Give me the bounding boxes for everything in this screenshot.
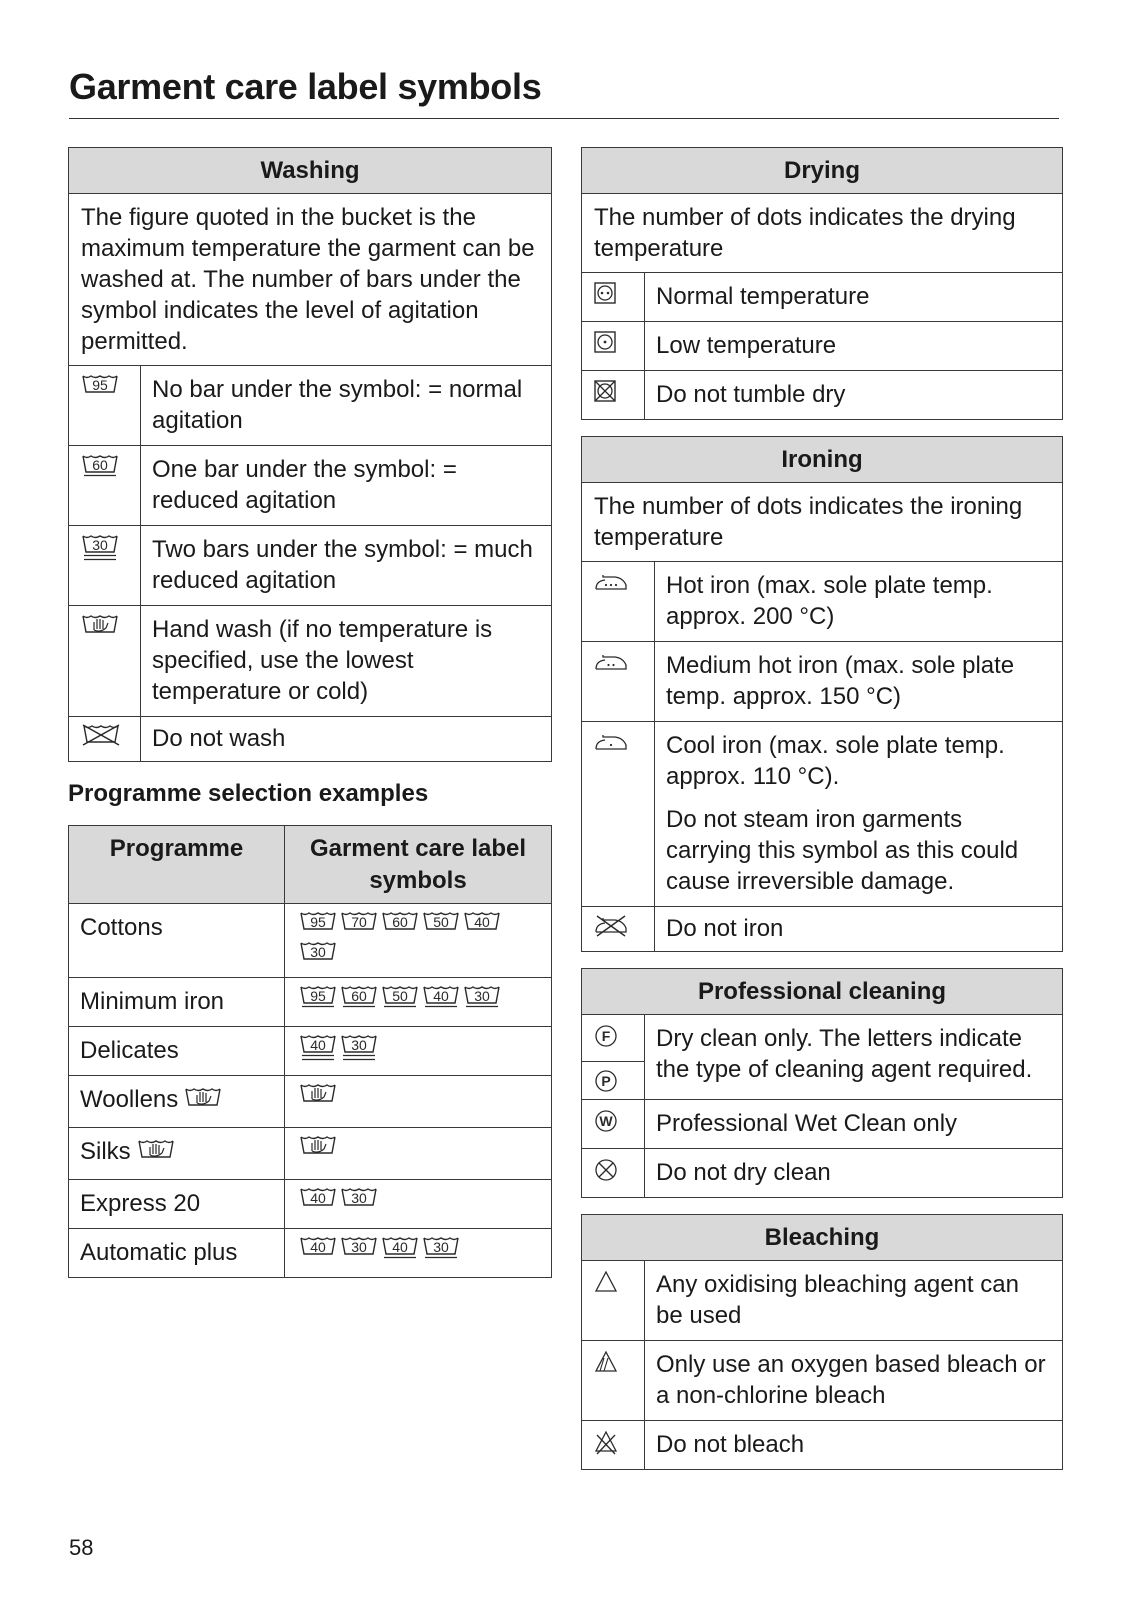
programme-name-cell [69, 1180, 285, 1229]
table-row [582, 562, 1063, 642]
programme-name-cell [69, 1229, 285, 1278]
table-row [69, 717, 552, 762]
iron-cool-icon [593, 732, 629, 759]
programme-symbols-cell [285, 978, 552, 1027]
hand-wash-icon [299, 1135, 337, 1165]
table-row [582, 907, 1063, 952]
ironing-row-text: Hot iron (max. sole plate temp. approx. 200 °C) [666, 572, 993, 630]
table-row [69, 904, 552, 978]
washing-row-text: Two bars under the symbol: = much reduced agitation [141, 526, 552, 606]
programme-name: Cottons [80, 914, 163, 941]
professional-cleaning-table [581, 968, 1063, 1198]
ironing-row-text: Medium hot iron (max. sole plate temp. approx. 150 °C) [666, 652, 1015, 710]
table-row [69, 446, 552, 526]
table-row [582, 1015, 1063, 1100]
professional-row-text: Professional Wet Clean only [645, 1100, 1063, 1149]
wash-50-icon: 50 [422, 911, 460, 941]
table-row [582, 1261, 1063, 1341]
wash-40-icon: 40 [422, 985, 460, 1015]
washing-row-text: One bar under the symbol: = reduced agitation [141, 446, 552, 526]
table-row [69, 978, 552, 1027]
ironing-row-text: Do not iron [666, 915, 784, 942]
table-row [582, 1149, 1063, 1198]
any-bleach-icon [593, 1271, 619, 1298]
drying-row-text: Normal temperature [645, 273, 1063, 322]
table-row [69, 1180, 552, 1229]
wash-60-one-bar-icon: 60 [81, 456, 119, 483]
washing-header: Washing [69, 148, 552, 194]
symbols-column-header: Garment care label symbols [285, 826, 552, 904]
programme-symbols-cell [285, 904, 552, 978]
hand-wash-icon [81, 616, 119, 643]
table-row [69, 526, 552, 606]
page-number: 58 [69, 1535, 94, 1560]
programme-name-cell [69, 1027, 285, 1076]
wet-clean-w-icon: W [593, 1110, 619, 1137]
bleaching-table [581, 1214, 1063, 1470]
table-row [69, 366, 552, 446]
wash-30-icon: 30 [340, 1034, 378, 1064]
table-row [69, 1027, 552, 1076]
bleaching-row-text: Any oxidising bleaching agent can be used [645, 1261, 1063, 1341]
do-not-wash-icon [81, 725, 121, 752]
table-row [69, 1229, 552, 1278]
table-row [582, 371, 1063, 420]
wash-40-icon: 40 [381, 1236, 419, 1266]
wash-30-icon: 30 [340, 1236, 378, 1266]
programme-symbols-cell [285, 1180, 552, 1229]
programme-name: Express 20 [80, 1190, 201, 1217]
ironing-row-note: Do not steam iron garments carrying this symbol as this could cause irreversible damage. [666, 806, 1019, 895]
wash-95-icon: 95 [299, 985, 337, 1015]
title-divider [69, 118, 1059, 119]
table-row [69, 1076, 552, 1128]
programme-name-cell [69, 1076, 285, 1128]
wash-95-icon: 95 [81, 376, 119, 403]
programme-symbols-cell [285, 1229, 552, 1278]
bleaching-row-text: Do not bleach [645, 1421, 1063, 1470]
table-row [69, 1128, 552, 1180]
washing-intro: The figure quoted in the bucket is the maximum temperature the garment can be washed at. The number of bars under the symbol indicates the level of agitation permitted. [69, 194, 552, 366]
tumble-dry-low-icon [593, 332, 617, 359]
tumble-dry-normal-icon [593, 283, 617, 310]
table-row [582, 1421, 1063, 1470]
dry-clean-p-icon: P [593, 1070, 619, 1097]
ironing-intro: The number of dots indicates the ironing temperature [582, 483, 1063, 562]
programme-name: Silks [80, 1138, 131, 1165]
wash-60-icon: 60 [340, 985, 378, 1015]
wash-40-icon: 40 [299, 1187, 337, 1217]
wash-70-icon: 70 [340, 911, 378, 941]
drying-row-text: Low temperature [645, 322, 1063, 371]
iron-hot-icon [593, 572, 629, 599]
programme-column-header: Programme [69, 826, 285, 904]
professional-row-text: Dry clean only. The letters indicate the type of cleaning agent required. [645, 1015, 1063, 1100]
wash-40-icon: 40 [299, 1236, 337, 1266]
ironing-row-text: Cool iron (max. sole plate temp. approx. 110 °C). [666, 732, 1005, 790]
drying-intro: The number of dots indicates the drying temperature [582, 194, 1063, 273]
programme-symbols-cell [285, 1128, 552, 1180]
washing-row-text: Do not wash [141, 717, 552, 762]
ironing-header: Ironing [582, 437, 1063, 483]
do-not-dry-clean-icon [593, 1159, 619, 1186]
table-row [582, 722, 1063, 907]
programme-heading: Programme selection examples [68, 780, 429, 807]
table-row [582, 642, 1063, 722]
washing-row-text: Hand wash (if no temperature is specified, use the lowest temperature or cold) [141, 606, 552, 717]
wash-40-icon: 40 [299, 1034, 337, 1064]
programme-name: Automatic plus [80, 1239, 238, 1266]
hand-wash-icon [184, 1087, 222, 1118]
washing-row-text: No bar under the symbol: = normal agitation [141, 366, 552, 446]
wash-60-icon: 60 [381, 911, 419, 941]
wash-30-icon: 30 [340, 1187, 378, 1217]
programme-symbols-cell [285, 1027, 552, 1076]
page-title: Garment care label symbols [69, 66, 542, 107]
do-not-iron-icon [593, 915, 629, 942]
drying-row-text: Do not tumble dry [645, 371, 1063, 420]
programme-symbols-cell [285, 1076, 552, 1128]
table-row [582, 1341, 1063, 1421]
non-chlorine-bleach-icon [593, 1351, 619, 1378]
drying-table [581, 147, 1063, 420]
dry-clean-f-icon: F [593, 1025, 619, 1052]
left-column [68, 147, 552, 1278]
iron-medium-icon [593, 652, 629, 679]
programme-name-cell [69, 1128, 285, 1180]
table-row [582, 322, 1063, 371]
professional-header: Professional cleaning [582, 969, 1063, 1015]
programme-name-cell [69, 978, 285, 1027]
programme-name: Delicates [80, 1037, 179, 1064]
wash-50-icon: 50 [381, 985, 419, 1015]
do-not-tumble-dry-icon [593, 381, 617, 408]
professional-row-text: Do not dry clean [645, 1149, 1063, 1198]
table-row [69, 606, 552, 717]
hand-wash-icon [299, 1083, 337, 1113]
wash-40-icon: 40 [463, 911, 501, 941]
right-column [581, 147, 1063, 1470]
wash-30-icon: 30 [299, 941, 337, 971]
table-row [582, 273, 1063, 322]
bleaching-row-text: Only use an oxygen based bleach or a non-chlorine bleach [645, 1341, 1063, 1421]
do-not-bleach-icon [593, 1431, 619, 1458]
bleaching-header: Bleaching [582, 1215, 1063, 1261]
hand-wash-icon [137, 1139, 175, 1170]
drying-header: Drying [582, 148, 1063, 194]
washing-table [68, 147, 552, 762]
wash-95-icon: 95 [299, 911, 337, 941]
ironing-table [581, 436, 1063, 952]
programme-name: Woollens [80, 1086, 179, 1113]
programme-name: Minimum iron [80, 988, 225, 1015]
table-row [582, 1100, 1063, 1149]
programme-name-cell [69, 904, 285, 978]
wash-30-icon: 30 [463, 985, 501, 1015]
wash-30-icon: 30 [422, 1236, 460, 1266]
programme-table [68, 825, 552, 1278]
wash-30-two-bars-icon: 30 [81, 536, 119, 563]
